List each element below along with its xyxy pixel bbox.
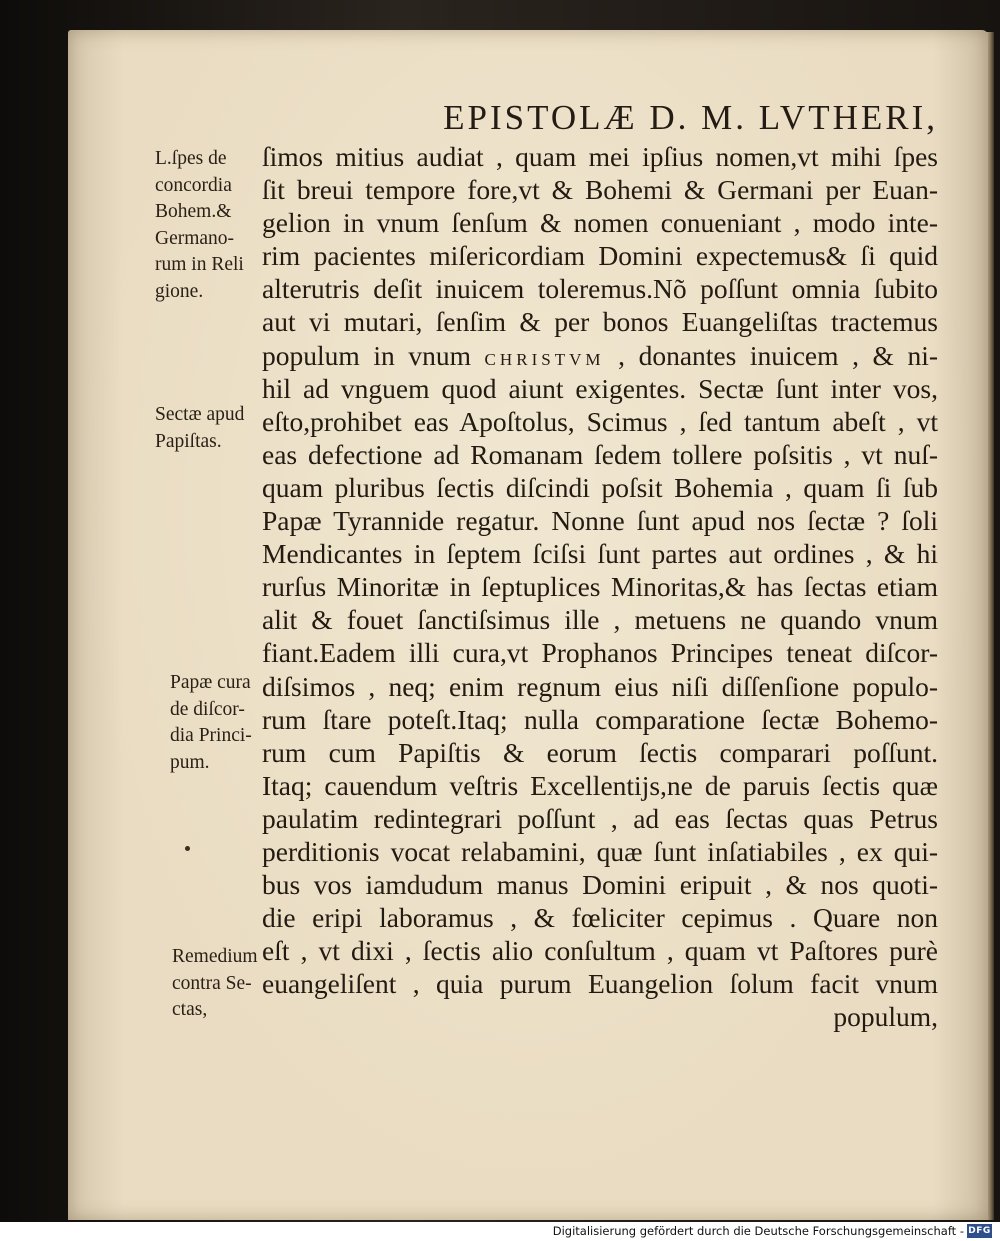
text-line: bus vos iamdudum manus Domini eripuit , & nos quoti- bbox=[262, 869, 938, 901]
digitization-credit: Digitalisierung gefördert durch die Deutsche Forschungsgemeinschaft - bbox=[552, 1224, 964, 1238]
text-line: eſto,prohibet eas Apoſtolus, Scimus , ſed tantum abeſt , vt bbox=[262, 405, 938, 437]
text-fragment: populum in vnum bbox=[262, 339, 471, 371]
text-line: aut vi mutari, ſenſim & per bonos Euangeliſtas tractemus bbox=[262, 306, 938, 338]
text-line: alterutris deſit inuicem toleremus.Nõ poſſunt omnia ſubito bbox=[262, 273, 938, 305]
text-line: eſt , vt dixi , ſectis alio conſultum , quam vt Paſtores purè bbox=[262, 935, 938, 967]
marginal-line: de diſcor- bbox=[170, 698, 245, 720]
text-line: quam pluribus ſectis diſcindi poſsit Bohemia , quam ſi ſub bbox=[262, 471, 938, 503]
text-line: euangeliſent , quia purum Euangelion ſolum facit vnum bbox=[262, 968, 938, 1000]
text-line-christum bbox=[262, 339, 938, 372]
marginal-line: Germano- bbox=[155, 227, 235, 249]
text-line: rum cum Papiſtis & eorum ſectis comparari poſſunt. bbox=[262, 736, 938, 768]
text-line: rim pacientes miſericordiam Domini expectemus& ſi quid bbox=[262, 240, 938, 272]
text-line: ſit breui tempore fore,vt & Bohemi & Germani per Euan- bbox=[262, 174, 938, 206]
marginal-line: ctas, bbox=[172, 999, 208, 1020]
text-line: alit & fouet ſanctiſsimus ille , metuens ne quando vnum bbox=[262, 604, 938, 636]
ink-speck bbox=[185, 846, 190, 851]
text-line: gelion in vnum ſenſum & nomen conueniant , modo inte- bbox=[262, 207, 938, 239]
marginal-line: Bohem.& bbox=[155, 201, 232, 222]
marginal-line: contra Se- bbox=[172, 972, 252, 994]
marginal-line: gione. bbox=[155, 280, 204, 302]
marginal-line: Papæ cura bbox=[170, 672, 251, 693]
marginal-note-concordia bbox=[155, 146, 265, 305]
marginal-line: pum. bbox=[170, 751, 210, 773]
marginal-line: dia Princi- bbox=[170, 725, 252, 746]
text-line: ſimos mitius audiat , quam mei ipſius nomen,vt mihi ſpes bbox=[262, 141, 938, 172]
text-line: rurſus Minoritæ in ſeptuplices Minoritas,& has ſectas etiam bbox=[262, 571, 938, 603]
text-line: Mendicantes in ſeptem ſciſsi ſunt partes aut ordines , & hi bbox=[262, 538, 938, 570]
marginal-line: Remedium bbox=[172, 946, 258, 967]
text-fragment: , donantes inuicem , & ni- bbox=[618, 339, 939, 371]
catchword: populum, bbox=[833, 1001, 938, 1033]
text-line: eas defectione ad Romanam ſedem tollere poſsitis , vt nuſ- bbox=[262, 438, 938, 470]
marginal-line: L.ſpes de bbox=[155, 148, 227, 169]
text-line: rum ſtare poteſt.Itaq; nulla comparatione ſectæ Bohemo- bbox=[262, 703, 938, 735]
body-text bbox=[262, 140, 938, 1034]
dfg-logo-icon: DFG bbox=[968, 1226, 991, 1236]
smallcaps-christum: CHRISTVM bbox=[484, 349, 605, 369]
text-line: Itaq; cauendum veſtris Excellentijs,ne de paruis ſectis quæ bbox=[262, 769, 938, 801]
text-line: hil ad vnguem quod aiunt exigentes. Sectæ ſunt inter vos, bbox=[262, 372, 938, 404]
text-line: paulatim redintegrari poſſunt , ad eas ſectas quas Petrus bbox=[262, 802, 938, 834]
running-head: EPISTOLÆ D. M. LVTHERI, bbox=[443, 98, 938, 137]
marginal-note-papistas bbox=[155, 402, 265, 455]
text-line: die eripi laboramus , & fœliciter cepimus . Quare non bbox=[262, 902, 938, 934]
text-line: perditionis vocat relabamini, quæ ſunt inſatiabiles , ex qui- bbox=[262, 835, 938, 867]
marginal-line: rum in Reli bbox=[155, 254, 244, 275]
text-line: Papæ Tyrannide regatur. Nonne ſunt apud nos ſectæ ? ſoli bbox=[262, 505, 938, 537]
marginal-line: Sectæ apud bbox=[155, 404, 245, 425]
marginal-line: Papiſtas. bbox=[155, 430, 222, 452]
text-line: diſsimos , neq; enim regnum eius niſi diſſenſione populo- bbox=[262, 670, 938, 702]
marginal-line: concordia bbox=[155, 174, 232, 196]
text-line: fiant.Eadem illi cura,vt Prophanos Principes teneat diſcor- bbox=[262, 637, 938, 669]
